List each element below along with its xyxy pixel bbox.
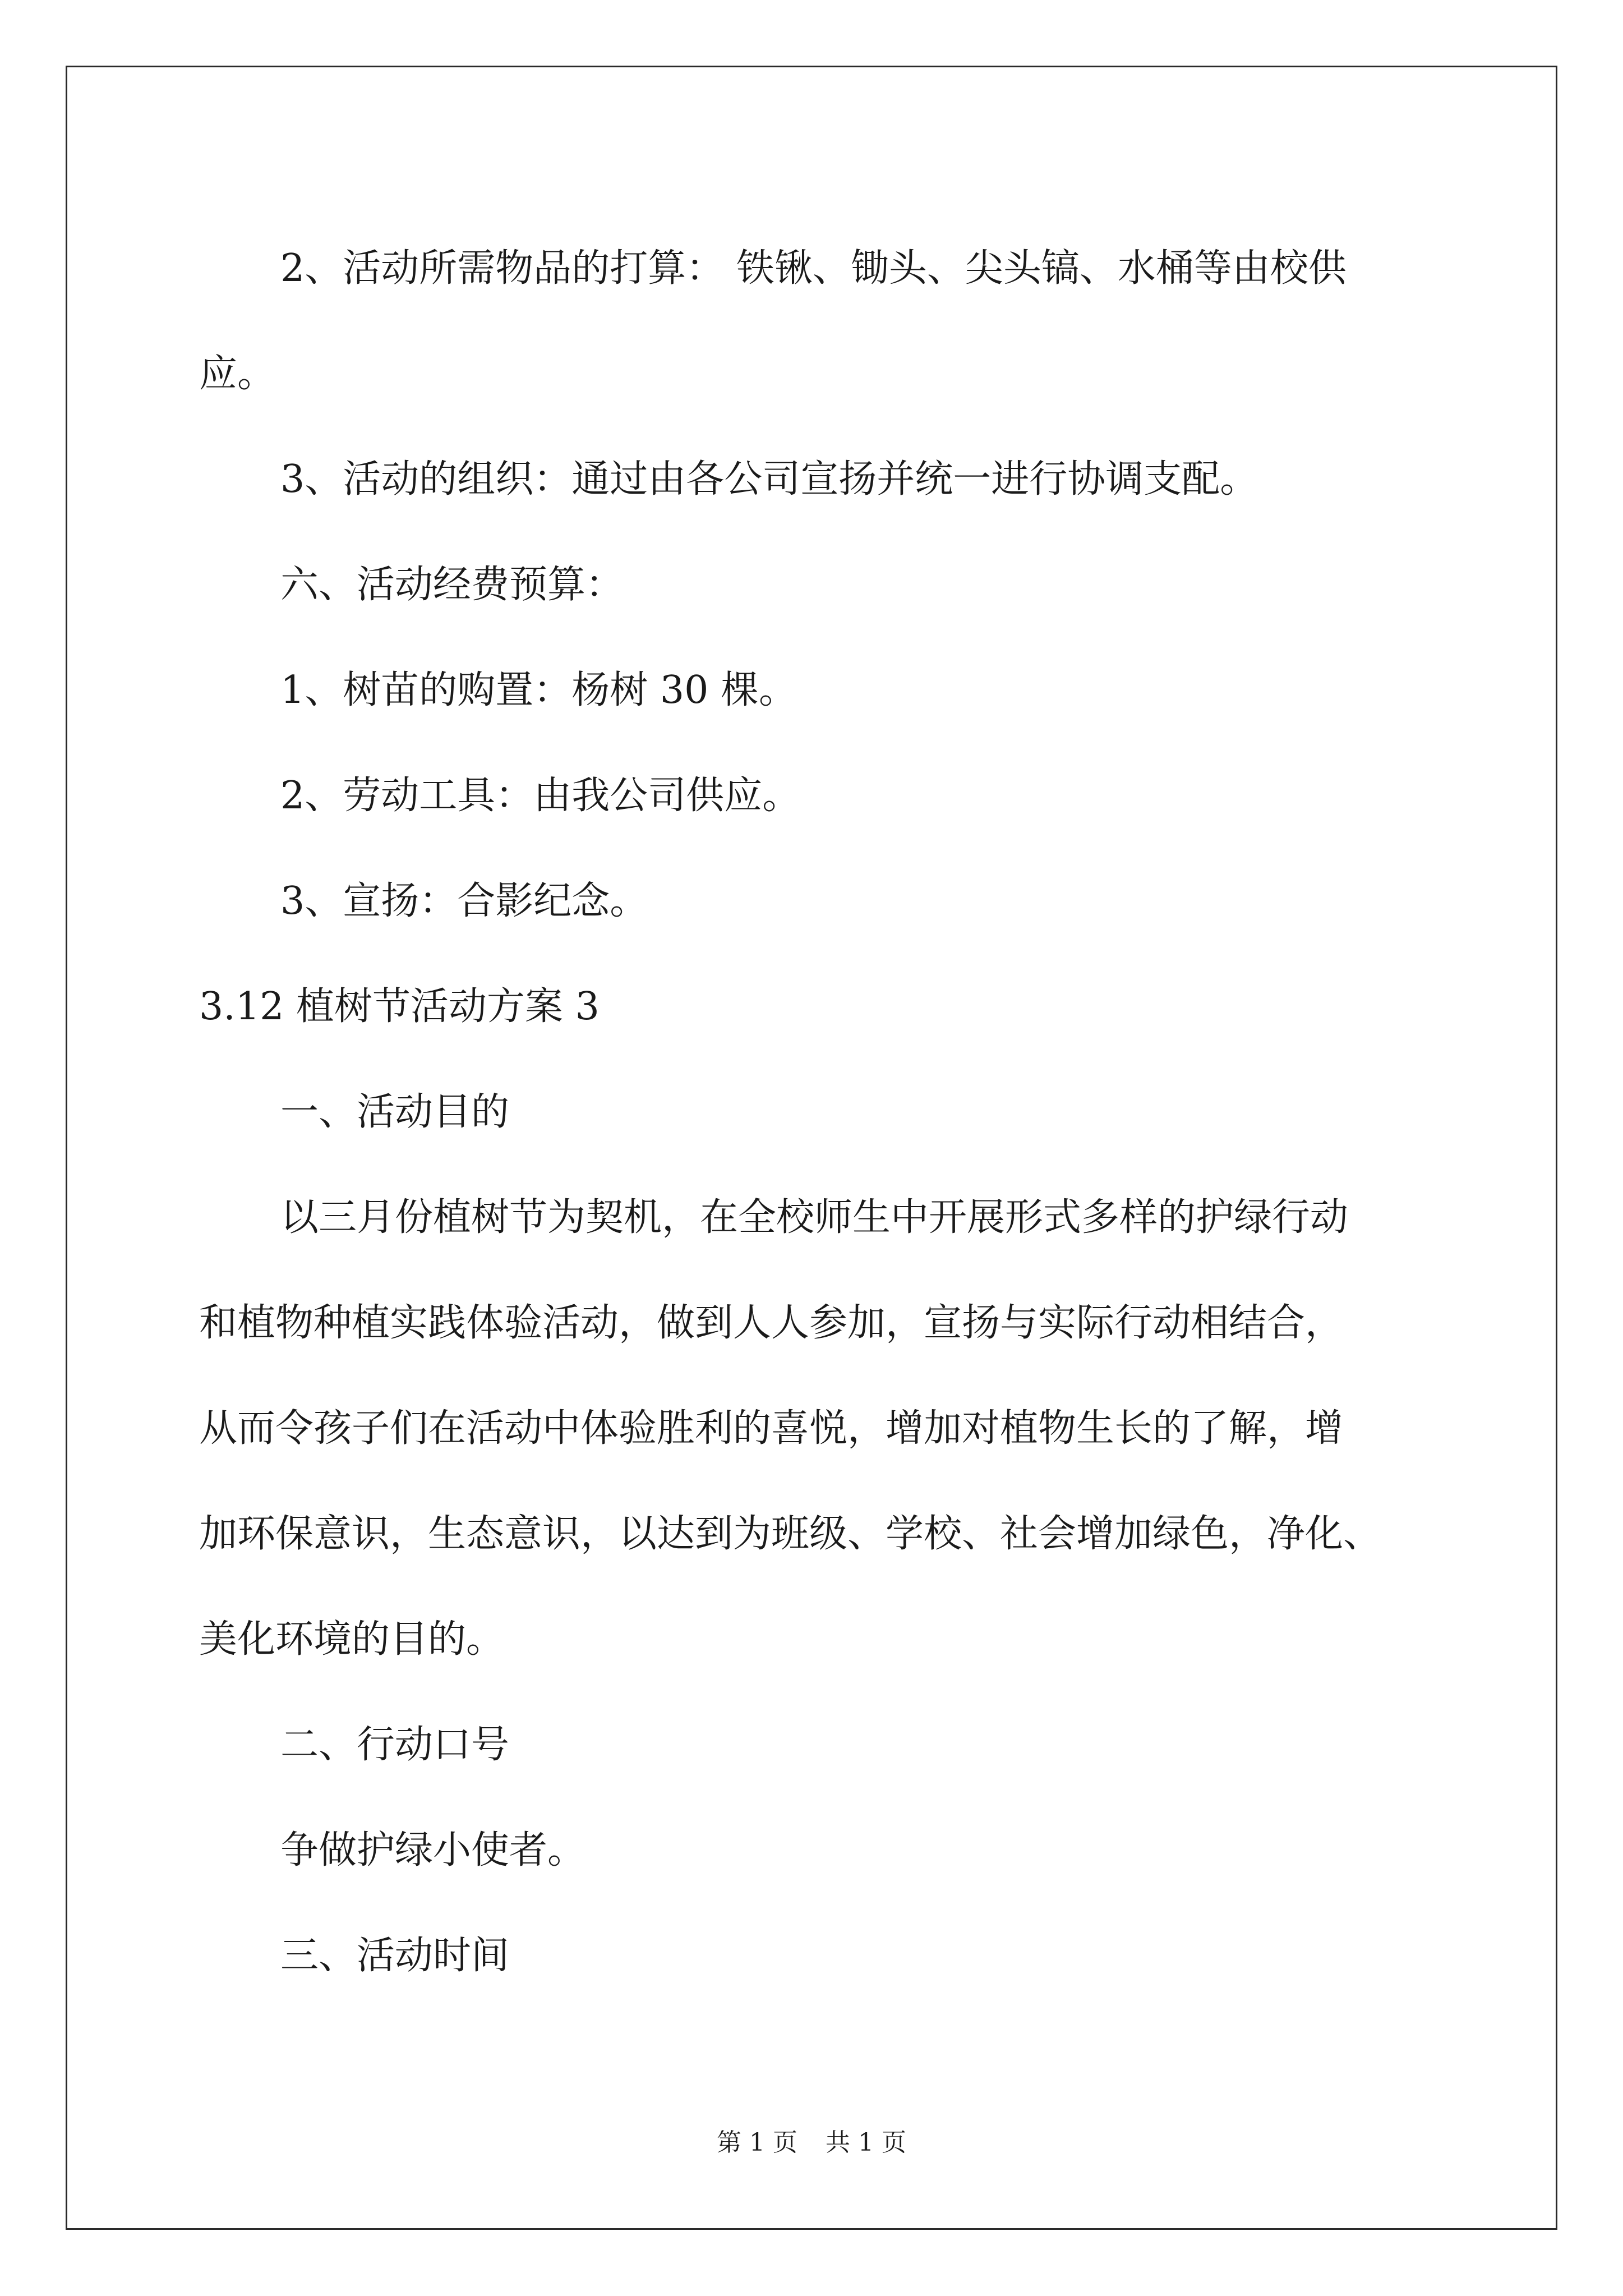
section-heading: 二、行动口号	[280, 1723, 510, 1767]
paragraph-line: 1、树苗的购置：杨树 30 棵。	[280, 668, 797, 712]
paragraph-line: 2、劳动工具：由我公司供应。	[280, 774, 801, 818]
paragraph-line: 3、活动的组织：通过由各公司宣扬并统一进行协调支配。	[280, 457, 1258, 501]
paragraph-line: 应。	[199, 352, 276, 396]
paragraph-line: 争做护绿小使者。	[280, 1828, 586, 1872]
paragraph-line: 和植物种植实践体验活动，做到人人参加，宣扬与实际行动相结合，	[199, 1301, 1344, 1345]
section-heading: 六、活动经费预算：	[280, 563, 624, 607]
paragraph-line: 以三月份植树节为契机，在全校师生中开展形式多样的护绿行动	[280, 1195, 1349, 1240]
document-title: 3.12 植树节活动方案 3	[199, 984, 600, 1029]
page-number: 第 1 页	[717, 2128, 797, 2157]
section-heading: 三、活动时间	[280, 1934, 510, 1978]
section-heading: 一、活动目的	[280, 1090, 510, 1134]
paragraph-line: 从而令孩子们在活动中体验胜利的喜悦，增加对植物生长的了解，增	[199, 1406, 1344, 1451]
paragraph-line: 2、活动所需物品的打算： 铁锹、锄头、尖头镐、水桶等由校供	[280, 246, 1347, 291]
paragraph-line: 加环保意识，生态意识，以达到为班级、学校、社会增加绿色，净化、	[199, 1512, 1382, 1556]
paragraph-line: 美化环境的目的。	[199, 1617, 505, 1662]
paragraph-line: 3、宣扬：合影纪念。	[280, 879, 648, 923]
document-body	[199, 216, 1478, 2009]
page-total: 共 1 页	[826, 2128, 906, 2157]
page-footer	[0, 2126, 1623, 2160]
